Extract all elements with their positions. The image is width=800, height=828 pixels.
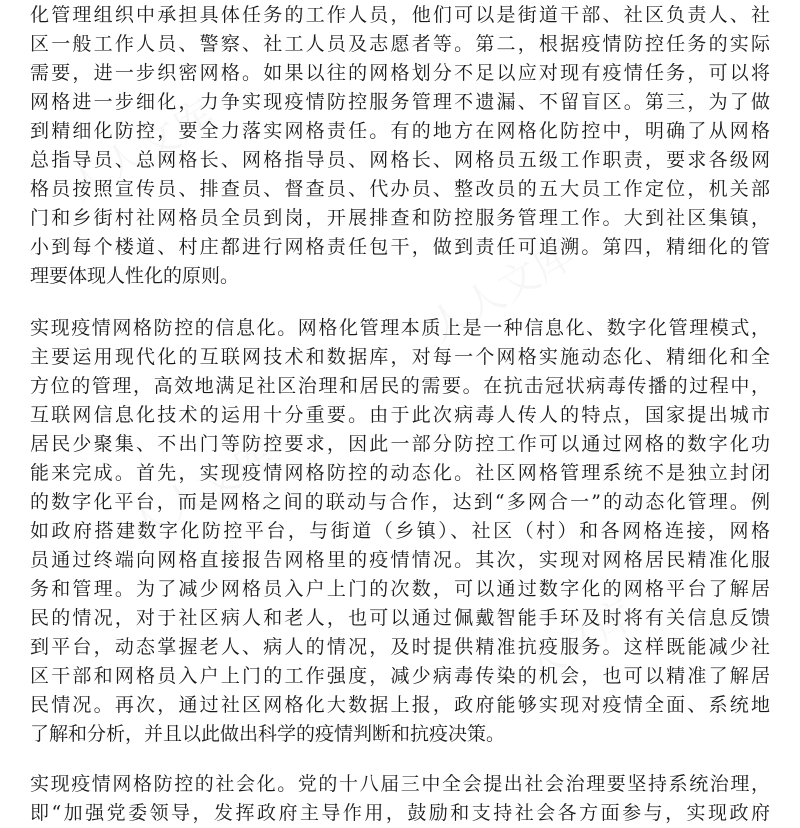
text-line: 员通过终端向网格直接报告网格里的疫情情况。其次，实现对网格居民精准化服 (30, 549, 770, 571)
text-line: 门和乡街村社网格员全员到岗，开展排查和防控服务管理工作。大到社区集镇， (30, 207, 770, 229)
text-line: 实现疫情网格防控的信息化。网格化管理本质上是一种信息化、数字化管理模式， (30, 317, 770, 339)
text-line: 方位的管理，高效地满足社区治理和居民的需要。在抗击冠状病毒传播的过程中， (30, 375, 770, 397)
text-line: 主要运用现代化的互联网技术和数据库，对每一个网格实施动态化、精细化和全 (30, 346, 770, 368)
text-line: 理要体现人性化的原则。 (30, 265, 240, 287)
text-line: 网格进一步细化，力争实现疫情防控服务管理不遗漏、不留盲区。第三，为了做 (30, 91, 770, 113)
text-line: 即“加强党委领导，发挥政府主导作用，鼓励和支持社会各方面参与，实现政府 (30, 802, 770, 824)
text-line: 总指导员、总网格长、网格指导员、网格长、网格员五级工作职责，要求各级网 (30, 149, 770, 171)
text-line: 格员按照宣传员、排查员、督查员、代办员、整改员的五大员工作定位，机关部 (30, 178, 770, 200)
text-line: 能来完成。首先，实现疫情网格防控的动态化。社区网格管理系统不是独立封闭 (30, 462, 770, 484)
text-line: 到平台，动态掌握老人、病人的情况，及时提供精准抗疫服务。这样既能减少社 (30, 636, 770, 658)
text-line: 实现疫情网格防控的社会化。党的十八届三中全会提出社会治理要坚持系统治理， (30, 773, 770, 795)
text-line: 务和管理。为了减少网格员入户上门的次数，可以通过数字化的网格平台了解居 (30, 578, 770, 600)
text-line: 化管理组织中承担具体任务的工作人员，他们可以是街道干部、社区负责人、社 (30, 4, 770, 26)
text-line: 了解和分析，并且以此做出科学的疫情判断和抗疫决策。 (30, 723, 506, 745)
text-line: 民的情况，对于社区病人和老人，也可以通过佩戴智能手环及时将有关信息反馈 (30, 607, 770, 629)
text-line: 小到每个楼道、村庄都进行网格责任包干，做到责任可追溯。第四，精细化的管 (30, 236, 770, 258)
text-line: 到精细化防控，要全力落实网格责任。有的地方在网格化防控中，明确了从网格 (30, 120, 770, 142)
text-line: 如政府搭建数字化防控平台，与街道（乡镇）、社区（村）和各网格连接，网格 (30, 520, 770, 542)
text-line: 的数字化平台，而是网格之间的联动与合作，达到“多网合一”的动态化管理。例 (30, 491, 770, 513)
text-line: 民情况。再次，通过社区网格化大数据上报，政府能够实现对疫情全面、系统地 (30, 694, 770, 716)
text-line: 互联网信息化技术的运用十分重要。由于此次病毒人传人的特点，国家提出城市 (30, 404, 770, 426)
text-line: 区干部和网格员入户上门的工作强度，减少病毒传染的机会，也可以精准了解居 (30, 665, 770, 687)
text-line: 需要，进一步织密网格。如果以往的网格划分不足以应对现有疫情任务，可以将 (30, 62, 770, 84)
text-line: 居民少聚集、不出门等防控要求，因此一部分防控工作可以通过网格的数字化功 (30, 433, 770, 455)
text-line: 区一般工作人员、警察、社工人员及志愿者等。第二，根据疫情防控任务的实际 (30, 33, 770, 55)
